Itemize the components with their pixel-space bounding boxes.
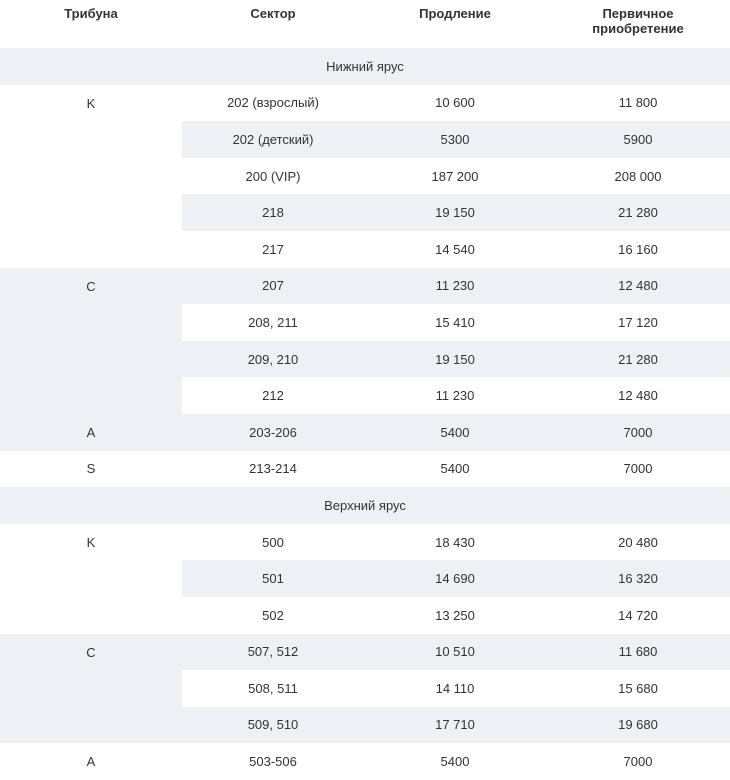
sector-cell: 213-214: [249, 461, 297, 477]
header-stand: Трибуна: [64, 6, 118, 21]
primary-cell: 11 680: [546, 634, 730, 671]
sector-cell: 509, 510: [182, 707, 364, 744]
primary-cell: 12 480: [618, 388, 658, 404]
header-primary-line2: приобретение: [592, 21, 684, 36]
stand-cell: K: [86, 534, 96, 550]
section-row-lower: [0, 48, 730, 85]
stand-cell: C: [0, 634, 182, 744]
sector-cell: 208, 211: [248, 314, 298, 330]
header-renewal: Продление: [419, 6, 491, 21]
primary-cell: 15 680: [618, 680, 658, 696]
primary-cell: 16 320: [546, 560, 730, 597]
renewal-cell: 5300: [364, 121, 546, 158]
sector-cell: 203-206: [182, 414, 364, 451]
stand-cell: C: [0, 268, 182, 414]
primary-cell: 21 280: [546, 194, 730, 231]
renewal-cell: 13 250: [435, 607, 475, 623]
primary-cell: 14 720: [618, 607, 658, 623]
renewal-cell: 11 230: [435, 388, 475, 404]
table-row: [0, 268, 730, 305]
primary-cell: 19 680: [546, 707, 730, 744]
primary-cell: 7000: [623, 754, 653, 770]
header-primary: [546, 0, 730, 48]
stand-cell: A: [0, 414, 182, 451]
sector-cell: 212: [262, 388, 284, 404]
sector-cell: 507, 512: [182, 634, 364, 671]
sector-cell: 500: [262, 534, 284, 550]
renewal-cell: 5400: [440, 461, 470, 477]
table-row: [0, 524, 730, 561]
stand-cell: K: [86, 95, 96, 111]
primary-cell: 21 280: [546, 341, 730, 378]
primary-cell: 7000: [623, 461, 653, 477]
renewal-cell: 10 600: [435, 95, 475, 111]
table-row: [0, 451, 730, 488]
renewal-cell: 14 690: [364, 560, 546, 597]
sector-cell: 502: [262, 607, 284, 623]
stand-cell: S: [86, 461, 96, 477]
primary-cell: 12 480: [546, 268, 730, 305]
renewal-cell: 19 150: [364, 341, 546, 378]
sector-cell: 200 (VIP): [245, 168, 301, 184]
renewal-cell: 10 510: [364, 634, 546, 671]
table-row: [0, 85, 730, 122]
sector-cell: 209, 210: [182, 341, 364, 378]
table-row: [0, 743, 730, 780]
sector-cell: 202 (детский): [182, 121, 364, 158]
table-row: [0, 634, 730, 671]
primary-cell: 7000: [546, 414, 730, 451]
renewal-cell: 14 540: [435, 241, 475, 257]
sector-cell: 207: [182, 268, 364, 305]
stand-cell: A: [86, 754, 96, 770]
primary-cell: 5900: [546, 121, 730, 158]
primary-cell: 17 120: [618, 314, 658, 330]
sector-cell: 202 (взрослый): [227, 95, 319, 111]
section-label: Верхний ярус: [0, 487, 730, 524]
renewal-cell: 187 200: [431, 168, 479, 184]
header-row: [0, 0, 730, 48]
renewal-cell: 17 710: [364, 707, 546, 744]
sector-cell: 218: [182, 194, 364, 231]
sector-cell: 217: [262, 241, 284, 257]
primary-cell: 20 480: [618, 534, 658, 550]
renewal-cell: 5400: [364, 414, 546, 451]
sector-cell: 508, 511: [248, 680, 298, 696]
renewal-cell: 5400: [440, 754, 470, 770]
primary-cell: 16 160: [618, 241, 658, 257]
header-primary-line1: Первичное: [602, 6, 674, 21]
renewal-cell: 15 410: [435, 314, 475, 330]
renewal-cell: 14 110: [435, 680, 475, 696]
header-sector: Сектор: [250, 6, 296, 21]
section-row-upper: [0, 487, 730, 524]
section-label: Нижний ярус: [0, 48, 730, 85]
renewal-cell: 18 430: [435, 534, 475, 550]
table-row: [0, 414, 730, 451]
renewal-cell: 19 150: [364, 194, 546, 231]
primary-cell: 11 800: [618, 95, 658, 111]
primary-cell: 208 000: [614, 168, 662, 184]
sector-cell: 501: [182, 560, 364, 597]
renewal-cell: 11 230: [364, 268, 546, 305]
sector-cell: 503-506: [249, 754, 297, 770]
